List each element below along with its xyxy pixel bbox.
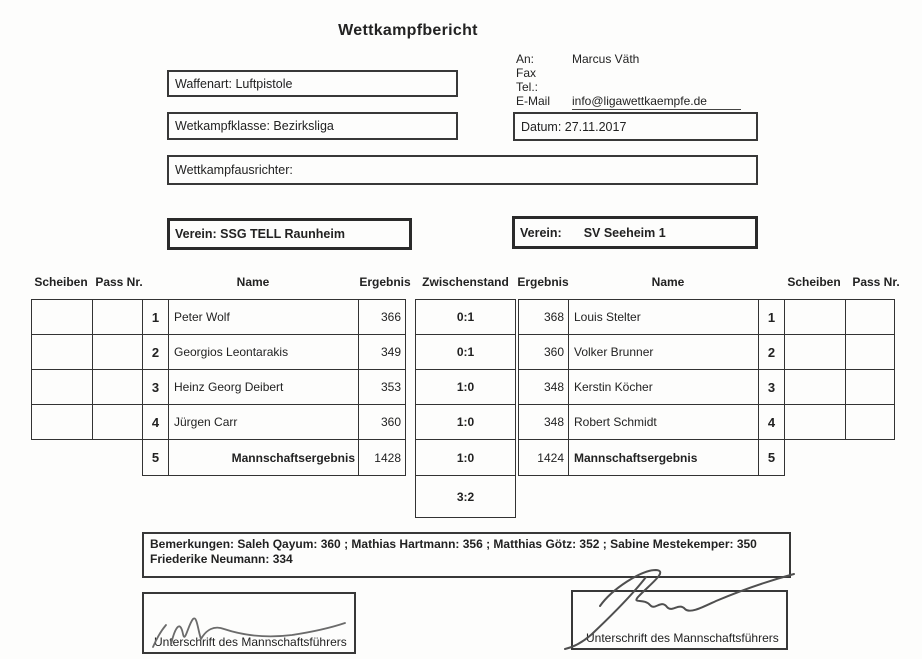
zwischenstand-cell: 1:0 [415, 404, 516, 440]
guest-name-cell: Volker Brunner [568, 334, 759, 370]
home-result-cell: 349 [358, 334, 406, 370]
row-number-cell: 4 [142, 404, 169, 440]
waffenart-text: Waffenart: Luftpistole [175, 76, 293, 91]
wettkampfklasse-box [167, 112, 458, 140]
row-number-cell: 5 [142, 439, 169, 476]
wettkampfausrichter-text: Wettkampfausrichter: [175, 163, 293, 177]
remarks-line2: Friederike Neumann: 334 [150, 552, 293, 566]
guest-total-cell: 1424 [518, 439, 569, 476]
home-name-cell: Jürgen Carr [168, 404, 359, 440]
passnr-cell [92, 404, 143, 440]
passnr-cell [92, 369, 143, 405]
zwischenstand-cell: 1:0 [415, 369, 516, 405]
guest-team-box [512, 216, 758, 249]
scheiben-cell [31, 334, 93, 370]
header-zwischenstand: Zwischenstand [422, 275, 509, 289]
scheiben-cell [784, 404, 846, 440]
guest-name-cell: Louis Stelter [568, 299, 759, 335]
header-scheiben-left: Scheiben [34, 275, 88, 289]
zwischenstand-cell: 1:0 [415, 439, 516, 476]
guest-result-cell: 348 [518, 369, 569, 405]
waffenart-box [167, 70, 458, 97]
zwischenstand-cell: 0:1 [415, 299, 516, 335]
scheiben-cell [31, 369, 93, 405]
header-name-right: Name [651, 275, 685, 289]
passnr-cell [92, 299, 143, 335]
home-total-label-cell: Mannschaftsergebnis [168, 439, 359, 476]
datum-text: Datum: 27.11.2017 [521, 119, 627, 134]
row-number-cell: 3 [758, 369, 785, 405]
guest-name-cell: Kerstin Köcher [568, 369, 759, 405]
datum-box [513, 112, 758, 141]
header-scheiben-right: Scheiben [787, 275, 841, 289]
header-passnr-right: Pass Nr. [852, 275, 900, 289]
guest-team-label: Verein: [520, 225, 562, 240]
guest-name-cell: Robert Schmidt [568, 404, 759, 440]
passnr-cell [845, 299, 895, 335]
row-number-cell: 3 [142, 369, 169, 405]
scheiben-cell [784, 299, 846, 335]
scheiben-cell [784, 369, 846, 405]
passnr-cell [845, 369, 895, 405]
tel-label: Tel.: [516, 80, 539, 94]
passnr-cell [845, 404, 895, 440]
scheiben-cell [784, 334, 846, 370]
email-value: info@ligawettkaempfe.de [572, 94, 741, 110]
home-total-cell: 1428 [358, 439, 406, 476]
header-ergebnis-left: Ergebnis [359, 275, 411, 289]
row-number-cell: 4 [758, 404, 785, 440]
scheiben-cell [31, 404, 93, 440]
fax-label: Fax [516, 66, 537, 80]
remarks-line1: Bemerkungen: Saleh Qayum: 360 ; Mathias Hartmann: 356 ; Matthias Götz: 352 ; Sabine Mestekemper: 350 [150, 537, 757, 551]
guest-total-label-cell: Mannschaftsergebnis [568, 439, 759, 476]
final-score-cell: 3:2 [415, 475, 516, 518]
home-team-text: Verein: SSG TELL Raunheim [175, 227, 345, 241]
passnr-cell [92, 334, 143, 370]
row-number-cell: 1 [142, 299, 169, 335]
guest-team-name: SV Seeheim 1 [583, 225, 666, 240]
header-passnr-left: Pass Nr. [95, 275, 143, 289]
remarks-box [142, 532, 791, 578]
header-ergebnis-right: Ergebnis [517, 275, 569, 289]
email-label: E-Mail [516, 94, 551, 108]
home-name-cell: Peter Wolf [168, 299, 359, 335]
home-name-cell: Georgios Leontarakis [168, 334, 359, 370]
row-number-cell: 2 [142, 334, 169, 370]
row-number-cell: 2 [758, 334, 785, 370]
passnr-cell [845, 334, 895, 370]
row-number-cell: 1 [758, 299, 785, 335]
scheiben-cell [31, 299, 93, 335]
guest-signature-box [571, 590, 788, 650]
home-team-box [167, 218, 412, 250]
zwischenstand-cell: 0:1 [415, 334, 516, 370]
home-signature-box [142, 592, 356, 654]
wettkampfklasse-text: Wetkampfklasse: Bezirksliga [175, 119, 334, 133]
home-result-cell: 353 [358, 369, 406, 405]
wettkampfausrichter-box [167, 155, 758, 185]
guest-result-cell: 348 [518, 404, 569, 440]
guest-signature-label: Unterschrift des Mannschaftsführers [586, 631, 779, 645]
an-label: An: [516, 52, 535, 66]
home-signature-label: Unterschrift des Mannschaftsführers [154, 635, 347, 649]
page-title: Wettkampfbericht [338, 22, 478, 39]
home-result-cell: 366 [358, 299, 406, 335]
header-name-left: Name [236, 275, 270, 289]
home-result-cell: 360 [358, 404, 406, 440]
guest-result-cell: 368 [518, 299, 569, 335]
home-name-cell: Heinz Georg Deibert [168, 369, 359, 405]
row-number-cell: 5 [758, 439, 785, 476]
guest-result-cell: 360 [518, 334, 569, 370]
an-value: Marcus Väth [572, 52, 640, 66]
